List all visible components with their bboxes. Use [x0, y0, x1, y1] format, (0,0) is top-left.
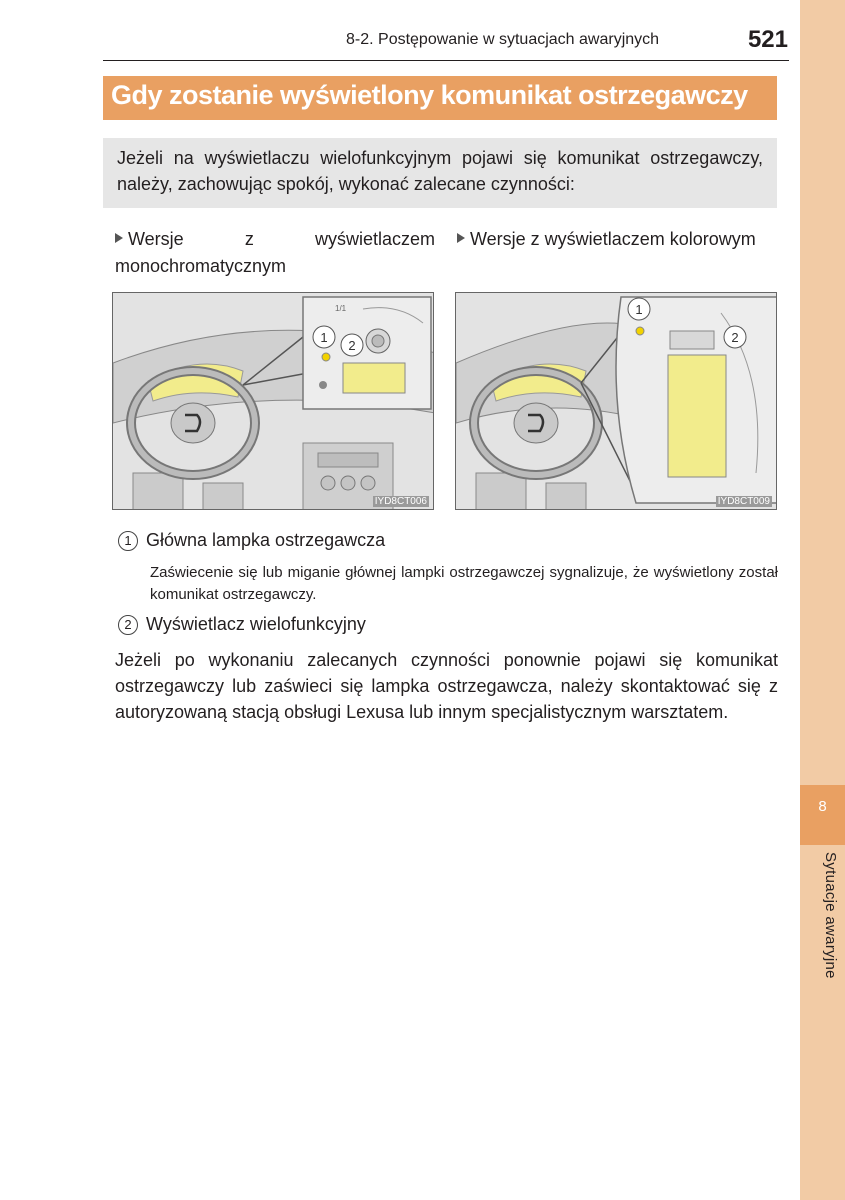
chapter-label: Sytuacje awaryjne	[822, 852, 839, 979]
legend-number-1: 1	[118, 531, 138, 551]
callout-1-color: 1	[635, 302, 643, 317]
chapter-tab: 8	[800, 785, 845, 845]
version-mono-label: Wersje z wyświetlaczem monochromatycznym	[115, 229, 435, 276]
intro-box: Jeżeli na wyświetlaczu wielofunkcyjnym pojawi się komunikat ostrzegawczy, należy, zachowując spokój, wykonać zalecane czynności:	[103, 138, 777, 208]
legend-label-2: Wyświetlacz wielofunkcyjny	[146, 614, 366, 634]
legend-description-1: Zaświecenie się lub miganie głównej lampki ostrzegawczej sygnalizuje, że wyświetlony został komunikat ostrzegawczy.	[150, 564, 778, 603]
illustration-color	[455, 292, 777, 510]
image-code-mono: IYD8CT006	[374, 496, 427, 507]
section-title: Gdy zostanie wyświetlony komunikat ostrzegawczy	[103, 76, 777, 120]
legend-item-1	[118, 530, 385, 551]
page-number: 521	[747, 26, 788, 53]
legend-number-2: 2	[118, 615, 138, 635]
side-strip	[800, 0, 845, 1200]
callout-2-mono: 2	[348, 338, 356, 353]
page-header	[340, 28, 790, 56]
callout-1-mono: 1	[320, 330, 328, 345]
header-rule	[103, 60, 789, 61]
legend-item-2	[118, 614, 366, 635]
callout-2-color: 2	[731, 330, 739, 345]
svg-text:1/1: 1/1	[335, 304, 347, 313]
dashboard-mono-drawing	[113, 293, 434, 510]
illustration-mono	[112, 292, 434, 510]
triangle-bullet-icon	[457, 233, 465, 243]
version-mono	[115, 226, 435, 280]
dashboard-color-drawing	[456, 293, 777, 510]
legend-label-1: Główna lampka ostrzegawcza	[146, 530, 386, 550]
image-code-color: IYD8CT009	[717, 496, 770, 507]
version-color	[457, 226, 777, 253]
closing-paragraph: Jeżeli po wykonaniu zalecanych czynności ponownie pojawi się komunikat ostrzegawczy lub zaświeci się lampka ostrzegawcza, należy skontaktować się z autoryzowaną stacją obsługi Lexusa lub innym specjalistycznym warsztatem.	[115, 650, 778, 722]
header-section: 8-2. Postępowanie w sytuacjach awaryjnych	[346, 31, 660, 48]
triangle-bullet-icon	[115, 233, 123, 243]
version-color-label: Wersje z wyświetlaczem kolorowym	[470, 229, 756, 249]
